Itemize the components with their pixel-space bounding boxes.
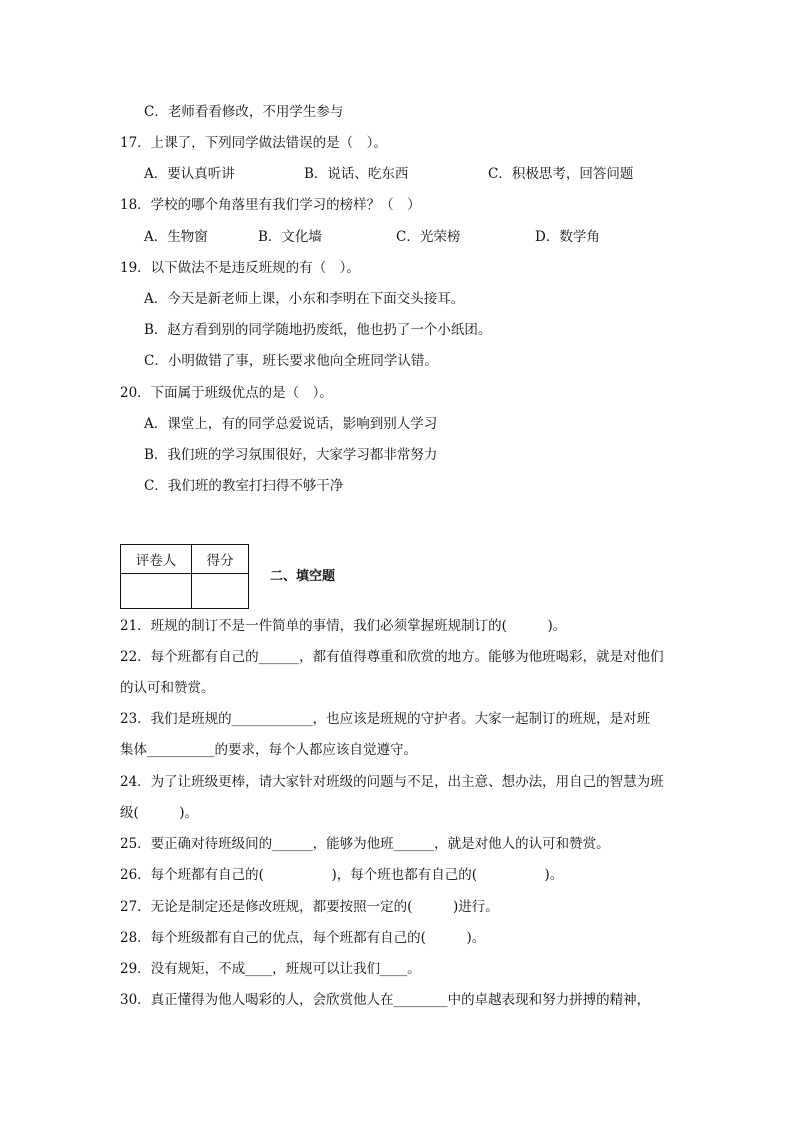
q24-line2: 级( )。 (120, 805, 199, 821)
q20-stem: 20．下面属于班级优点的是（ ）。 (120, 385, 333, 401)
q19-option-b: B．赵方看到别的同学随地扔废纸，他也扔了一个小纸团。 (144, 322, 492, 338)
q21: 21．班规的制订不是一件简单的事情，我们必须掌握班规制订的( )。 (120, 618, 567, 634)
q20-option-b: B．我们班的学习氛围很好，大家学习都非常努力 (144, 447, 438, 463)
grader-header: 评卷人 (121, 545, 192, 574)
q17-stem: 17．上课了，下列同学做法错误的是（ ）。 (120, 135, 387, 151)
q29: 29．没有规矩，不成____，班规可以让我们____。 (120, 961, 421, 977)
score-header: 得分 (192, 545, 249, 574)
q17-option-c: C．积极思考，回答问题 (488, 166, 634, 182)
q20-option-c: C．我们班的教室打扫得不够干净 (144, 478, 344, 494)
score-cell (192, 574, 249, 609)
q30: 30．真正懂得为他人喝彩的人，会欣赏他人在________中的卓越表现和努力拼搏的精神， (120, 992, 651, 1008)
q27: 27．无论是制定还是修改班规，都要按照一定的( )进行。 (120, 899, 499, 915)
q25: 25．要正确对待班级间的______，能够为他班______，就是对他人的认可和赞赏。 (120, 836, 610, 852)
q23-line2: 集体__________的要求，每个人都应该自觉遵守。 (120, 742, 417, 758)
q19-stem: 19．以下做法不是违反班规的有（ ）。 (120, 260, 360, 276)
q18-option-b: B．文化墙 (258, 229, 322, 245)
q23-line1: 23．我们是班规的____________，也应该是班规的守护者。大家一起制订的班规，是对班 (120, 711, 651, 727)
q28: 28．每个班级都有自己的优点，每个班都有自己的( )。 (120, 930, 486, 946)
q20-option-a: A．课堂上，有的同学总爱说话，影响到别人学习 (144, 416, 438, 432)
q22-line1: 22．每个班都有自己的______，都有值得尊重和欣赏的地方。能够为他班喝彩，就是对他们 (120, 649, 664, 665)
q18-option-d: D．数学角 (535, 229, 600, 245)
q18-option-a: A．生物窗 (144, 229, 208, 245)
q22-line2: 的认可和赞赏。 (120, 680, 215, 696)
section-title: 二、填空题 (270, 569, 336, 584)
q24-line1: 24．为了让班级更棒，请大家针对班级的问题与不足，出主意、想办法，用自己的智慧为班 (120, 774, 664, 790)
q19-option-c: C．小明做错了事，班长要求他向全班同学认错。 (144, 353, 438, 369)
q18-stem: 18．学校的哪个角落里有我们学习的榜样？（ ） (120, 197, 421, 213)
q26: 26．每个班都有自己的( )，每个班也都有自己的( )。 (120, 867, 564, 883)
q16-option-c: C．老师看看修改，不用学生参与 (144, 104, 344, 120)
q18-option-c: C．光荣榜 (396, 229, 461, 245)
grader-cell (121, 574, 192, 609)
q19-option-a: A．今天是新老师上课，小东和李明在下面交头接耳。 (144, 291, 465, 307)
grader-score-table (120, 544, 249, 609)
q17-option-a: A．要认真听讲 (144, 166, 235, 182)
q17-option-b: B．说话、吃东西 (304, 166, 409, 182)
